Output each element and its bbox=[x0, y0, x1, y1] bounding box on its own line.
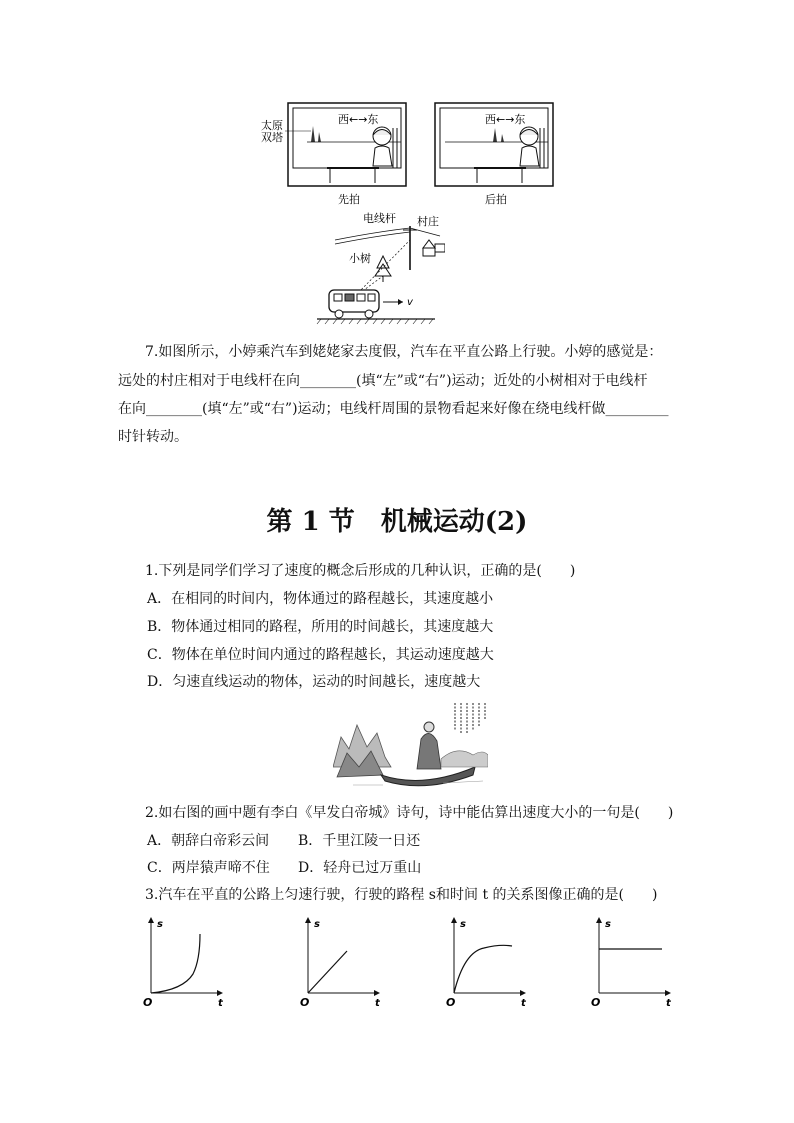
q2-option-b: B．千里江陵一日还 bbox=[298, 833, 421, 849]
tree-label: 小树 bbox=[349, 252, 371, 265]
li-bai-painting bbox=[333, 697, 488, 790]
graph-d-t-label: t bbox=[666, 998, 671, 1008]
graph-d bbox=[591, 918, 672, 1008]
caption-first: 先拍 bbox=[338, 193, 360, 206]
st-graphs bbox=[138, 912, 686, 1008]
q7-line-2: 远处的村庄相对于电线杆在向________(填“左”或“右”)运动；近处的小树相对于电线杆 bbox=[118, 373, 648, 389]
graph-b-t-label: t bbox=[375, 998, 380, 1008]
q1-option-a: A．在相同的时间内，物体通过的路程越长，其速度越小 bbox=[147, 591, 494, 607]
village-label: 村庄 bbox=[417, 215, 439, 228]
q1-option-c: C．物体在单位时间内通过的路程越长，其运动速度越大 bbox=[147, 647, 494, 663]
q2-option-a: A．朝辞白帝彩云间 bbox=[147, 833, 270, 849]
q3-stem: 3.汽车在平直的公路上匀速行驶，行驶的路程 s和时间 t 的关系图像正确的是( ) bbox=[145, 887, 658, 903]
panel-second-shot bbox=[435, 103, 553, 206]
bus-scene-figure bbox=[315, 210, 445, 330]
caption-second: 后拍 bbox=[485, 193, 507, 206]
pole-label: 电线杆 bbox=[363, 212, 396, 225]
graph-a-origin: O bbox=[143, 996, 153, 1008]
direction-label-right: 西←→东 bbox=[485, 113, 526, 126]
photo-panels-figure bbox=[255, 98, 565, 210]
graph-b-s-label: s bbox=[314, 919, 320, 930]
graph-b-origin: O bbox=[300, 996, 310, 1008]
graph-a-s-label: s bbox=[157, 919, 163, 930]
graph-c-origin: O bbox=[446, 996, 456, 1008]
tower-label-2: 双塔 bbox=[261, 131, 283, 144]
velocity-label: v bbox=[407, 297, 413, 308]
graph-c bbox=[446, 918, 527, 1008]
q7-line-3: 在向________(填“左”或“右”)运动；电线杆周围的景物看起来好像在绕电线杆做_________ bbox=[118, 401, 669, 417]
q2-stem: 2.如右图的画中题有李白《早发白帝城》诗句，诗中能估算出速度大小的一句是( ) bbox=[145, 805, 674, 821]
graph-d-origin: O bbox=[591, 996, 601, 1008]
graph-d-s-label: s bbox=[605, 919, 611, 930]
tower-label-1: 太原 bbox=[261, 119, 283, 132]
section-title: 第 1 节 机械运动(2) bbox=[266, 507, 528, 537]
q1-option-d: D．匀速直线运动的物体，运动的时间越长，速度越大 bbox=[147, 674, 481, 690]
direction-label-left: 西←→东 bbox=[338, 113, 379, 126]
q2-option-d: D．轻舟已过万重山 bbox=[298, 860, 422, 876]
graph-a-t-label: t bbox=[218, 998, 223, 1008]
q7-line-4: 时针转动。 bbox=[118, 429, 188, 445]
q2-option-c: C．两岸猿声啼不住 bbox=[147, 860, 270, 876]
graph-a bbox=[143, 918, 224, 1008]
panel-first-shot bbox=[261, 103, 406, 206]
q1-stem: 1.下列是同学们学习了速度的概念后形成的几种认识，正确的是( ) bbox=[145, 563, 576, 579]
q7-line-1: 7.如图所示，小婷乘汽车到姥姥家去度假，汽车在平直公路上行驶。小婷的感觉是： bbox=[145, 344, 663, 360]
q1-option-b: B．物体通过相同的路程，所用的时间越长，其速度越大 bbox=[147, 619, 494, 635]
graph-c-s-label: s bbox=[460, 919, 466, 930]
graph-c-t-label: t bbox=[521, 998, 526, 1008]
graph-b bbox=[300, 918, 381, 1008]
